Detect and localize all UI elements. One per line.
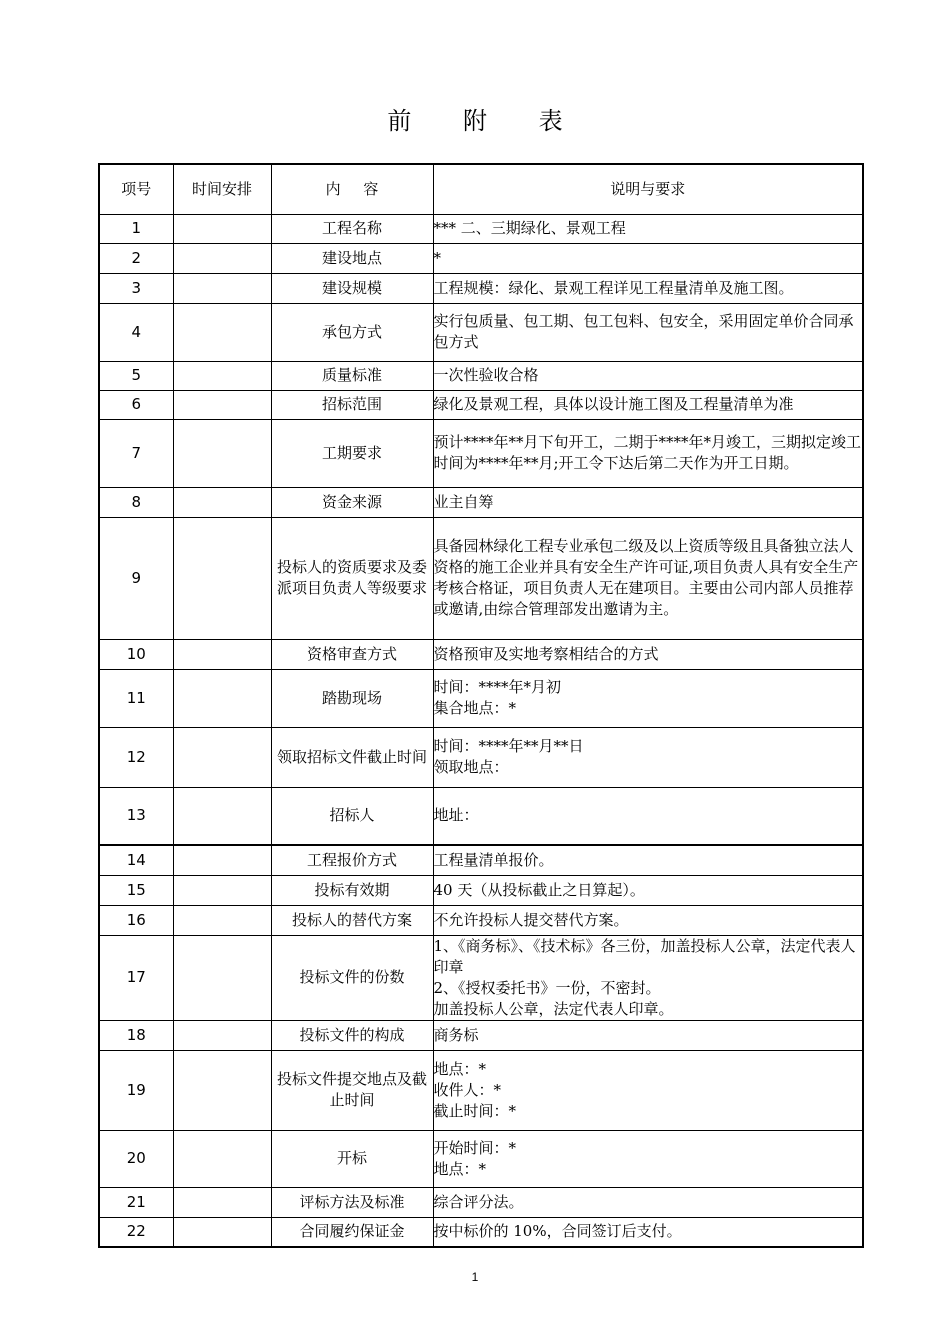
row-description (433, 361, 863, 390)
description-line: 领取地点： (433, 758, 509, 776)
description-line: *** 二、三期绿化、景观工程 (433, 219, 626, 237)
row-item: 建设规模 (271, 273, 433, 303)
row-description (433, 1020, 863, 1050)
row-number: 6 (99, 390, 173, 419)
row-description (433, 487, 863, 517)
row-number: 16 (99, 905, 173, 935)
row-description (433, 390, 863, 419)
description-line: 实行包质量、包工期、包工包料、包安全，采用固定单价合同承包方式 (433, 312, 854, 351)
row-item: 工程名称 (271, 214, 433, 243)
row-description (433, 273, 863, 303)
row-number: 22 (99, 1217, 173, 1247)
description-line: 截止时间：* (433, 1101, 517, 1120)
table-row (99, 845, 863, 875)
table-row (99, 1217, 863, 1247)
description-line: 时间：****年**月**日 (433, 737, 584, 755)
table-row (99, 1020, 863, 1050)
row-description (433, 1217, 863, 1247)
description-line: 时间：****年*月初 (433, 678, 562, 696)
description-line: 地点：* (433, 1159, 487, 1178)
row-item: 招标人 (271, 787, 433, 845)
description-line: 工程规模：绿化、景观工程详见工程量清单及施工图。 (433, 278, 794, 297)
row-number: 2 (99, 243, 173, 273)
row-number: 17 (99, 935, 173, 1020)
row-time-cell (173, 727, 271, 787)
row-time-cell (173, 517, 271, 639)
row-description (433, 1050, 863, 1130)
description-line: 40 天（从投标截止之日算起）。 (433, 880, 645, 899)
description-line: 预计****年**月下旬开工，二期于****年*月竣工，三期拟定竣工时间为****年**月;开工令下达后第二天作为开工日期。 (433, 433, 862, 472)
row-item: 质量标准 (271, 361, 433, 390)
row-time-cell (173, 390, 271, 419)
description-line: 绿化及景观工程，具体以设计施工图及工程量清单为准 (433, 395, 794, 413)
description-line: 加盖投标人公章，法定代表人印章。 (433, 999, 674, 1018)
row-item: 领取招标文件截止时间 (271, 727, 433, 787)
row-description (433, 787, 863, 845)
row-description (433, 303, 863, 361)
row-time-cell (173, 639, 271, 669)
description-line: 集合地点：* (433, 699, 517, 717)
row-item: 投标文件的构成 (271, 1020, 433, 1050)
header-time: 时间安排 (173, 164, 271, 214)
header-item: 内 容 (271, 164, 433, 214)
row-item: 开标 (271, 1130, 433, 1187)
description-line: * (433, 248, 441, 267)
table-row (99, 935, 863, 1020)
row-item: 投标人的替代方案 (271, 905, 433, 935)
row-item: 工期要求 (271, 419, 433, 487)
row-description (433, 875, 863, 905)
table-row (99, 419, 863, 487)
row-description (433, 1187, 863, 1217)
description-line: 一次性验收合格 (433, 366, 539, 384)
table-row (99, 390, 863, 419)
row-time-cell (173, 243, 271, 273)
row-description (433, 1130, 863, 1187)
description-line: 按中标价的 10%，合同签订后支付。 (433, 1222, 682, 1241)
row-number: 13 (99, 787, 173, 845)
row-time-cell (173, 845, 271, 875)
row-time-cell (173, 487, 271, 517)
row-time-cell (173, 1130, 271, 1187)
description-line: 综合评分法。 (433, 1192, 524, 1211)
row-number: 7 (99, 419, 173, 487)
row-time-cell (173, 669, 271, 727)
row-number: 10 (99, 639, 173, 669)
front-appendix-table (98, 163, 864, 1248)
header-no: 项号 (99, 164, 173, 214)
row-item: 招标范围 (271, 390, 433, 419)
table-row (99, 243, 863, 273)
row-time-cell (173, 303, 271, 361)
row-description (433, 243, 863, 273)
description-line: 业主自筹 (433, 492, 494, 511)
description-line: 不允许投标人提交替代方案。 (433, 910, 629, 929)
row-item: 投标文件提交地点及截止时间 (271, 1050, 433, 1130)
description-line: 地址： (433, 806, 479, 825)
table-row (99, 727, 863, 787)
header-row (99, 164, 863, 214)
row-number: 11 (99, 669, 173, 727)
table-row (99, 787, 863, 845)
row-number: 20 (99, 1130, 173, 1187)
table-row (99, 1130, 863, 1187)
row-item: 合同履约保证金 (271, 1217, 433, 1247)
row-number: 18 (99, 1020, 173, 1050)
row-number: 21 (99, 1187, 173, 1217)
row-description (433, 845, 863, 875)
table-row (99, 1050, 863, 1130)
row-description (433, 517, 863, 639)
document-title: 前 附 表 (387, 107, 585, 135)
description-line: 地点：* (433, 1059, 487, 1078)
table-row (99, 487, 863, 517)
row-time-cell (173, 935, 271, 1020)
description-line: 开始时间：* (433, 1138, 517, 1157)
row-number: 5 (99, 361, 173, 390)
row-item: 投标有效期 (271, 875, 433, 905)
row-description (433, 669, 863, 727)
table-row (99, 905, 863, 935)
row-number: 15 (99, 875, 173, 905)
row-number: 9 (99, 517, 173, 639)
table-body (99, 164, 863, 1247)
page-number: 1 (471, 1270, 479, 1284)
row-item: 资格审查方式 (271, 639, 433, 669)
row-item: 承包方式 (271, 303, 433, 361)
row-description (433, 905, 863, 935)
row-description (433, 419, 863, 487)
table-row (99, 273, 863, 303)
row-item: 资金来源 (271, 487, 433, 517)
table-row (99, 361, 863, 390)
row-time-cell (173, 273, 271, 303)
description-line: 具备园林绿化工程专业承包二级及以上资质等级且具备独立法人资格的施工企业并具有安全生产许可证,项目负责人具有安全生产考核合格证，项目负责人无在建项目。主要由公司内部人员推荐或邀请,由综合管理部发出邀请为主。 (433, 537, 859, 618)
table-row (99, 639, 863, 669)
row-number: 1 (99, 214, 173, 243)
row-number: 8 (99, 487, 173, 517)
description-line: 收件人：* (433, 1080, 502, 1099)
row-description (433, 727, 863, 787)
row-number: 3 (99, 273, 173, 303)
row-number: 4 (99, 303, 173, 361)
row-number: 14 (99, 845, 173, 875)
table-row (99, 303, 863, 361)
row-item: 投标文件的份数 (271, 935, 433, 1020)
row-time-cell (173, 1050, 271, 1130)
description-line: 2、《授权委托书》一份，不密封。 (433, 978, 661, 997)
row-time-cell (173, 875, 271, 905)
table-row (99, 214, 863, 243)
table-row (99, 875, 863, 905)
description-line: 1、《商务标》、《技术标》各三份，加盖投标人公章，法定代表人印章 (433, 936, 856, 976)
row-time-cell (173, 361, 271, 390)
row-item: 投标人的资质要求及委派项目负责人等级要求 (271, 517, 433, 639)
row-time-cell (173, 1217, 271, 1247)
row-description (433, 935, 863, 1020)
table-row (99, 1187, 863, 1217)
row-time-cell (173, 214, 271, 243)
table-row (99, 517, 863, 639)
header-desc: 说明与要求 (433, 164, 863, 214)
row-time-cell (173, 1020, 271, 1050)
row-number: 19 (99, 1050, 173, 1130)
row-item: 建设地点 (271, 243, 433, 273)
row-item: 评标方法及标准 (271, 1187, 433, 1217)
table-row (99, 669, 863, 727)
description-line: 资格预审及实地考察相结合的方式 (433, 644, 659, 663)
row-item: 工程报价方式 (271, 845, 433, 875)
row-description (433, 639, 863, 669)
row-number: 12 (99, 727, 173, 787)
row-time-cell (173, 787, 271, 845)
row-time-cell (173, 1187, 271, 1217)
row-item: 踏勘现场 (271, 669, 433, 727)
description-line: 商务标 (433, 1025, 479, 1044)
description-line: 工程量清单报价。 (433, 850, 554, 869)
row-time-cell (173, 905, 271, 935)
row-description (433, 214, 863, 243)
row-time-cell (173, 419, 271, 487)
